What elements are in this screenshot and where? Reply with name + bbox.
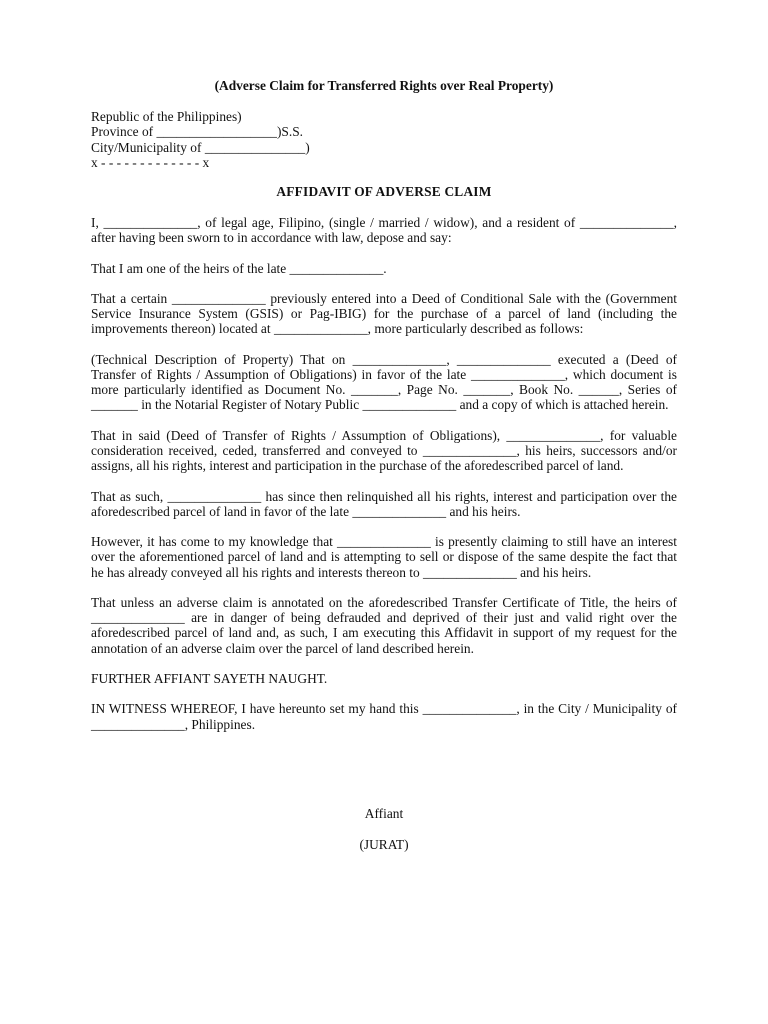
paragraph-deed-of-sale: That a certain ______________ previously entered into a Deed of Conditional Sale with the (Government Service Insurance System (GSIS) or Pag-IBIG) for the purchase of a parcel of land (including the improvements thereon) located at ______________, more particularly described as follows: — [91, 290, 677, 337]
paragraph-further-affiant: FURTHER AFFIANT SAYETH NAUGHT. — [91, 670, 328, 686]
venue-header — [91, 109, 310, 170]
venue-separator-line: x - - - - - - - - - - - - - x — [91, 154, 210, 170]
paragraph-knowledge: However, it has come to my knowledge that ______________ is presently claiming to still have an interest over the aforementioned parcel of land and is attempting to sell or dispose of the same despite the fact that he has already conveyed all his rights and interests thereon to ______________ and his heirs. — [91, 534, 677, 580]
paragraph-technical-description: (Technical Description of Property) That on ______________, ______________ executed a (Deed of Transfer of Rights / Assumption of Obligations) in favor of the late ______________, which document is more particularly identified as Document No. _______, Page No. _______, Book No. ______, Series of _______ in the Notarial Register of Notary Public ______________ and a copy of which is attached herein. — [91, 351, 677, 413]
paragraph-identity: I, ______________, of legal age, Filipino, (single / married / widow), and a resident of ______________, after having been sworn to in accordance with law, depose and say: — [91, 215, 677, 246]
venue-city-line: City/Municipality of _______________) — [91, 139, 310, 155]
venue-republic-line: Republic of the Philippines) — [91, 109, 242, 124]
jurat-label: (JURAT) — [359, 837, 409, 852]
document-subtitle: (Adverse Claim for Transferred Rights over Real Property) — [214, 78, 554, 93]
venue-province-line: Province of __________________)S.S. — [91, 124, 304, 140]
paragraph-relinquished: That as such, ______________ has since then relinquished all his rights, interest and participation over the aforedescribed parcel of land in favor of the late ______________ and his heirs. — [91, 488, 677, 519]
affiant-label: Affiant — [364, 806, 404, 821]
paragraph-witness-whereof: IN WITNESS WHEREOF, I have hereunto set my hand this ______________, in the City / Municipality of ______________, Philippines. — [91, 701, 677, 732]
affidavit-title: AFFIDAVIT OF ADVERSE CLAIM — [276, 184, 492, 199]
paragraph-annotation-request: That unless an adverse claim is annotated on the aforedescribed Transfer Certificate of Title, the heirs of ______________ are in danger of being defrauded and deprived of their just and valid right over the aforedescribed parcel of land and, as such, I am executing this Affidavit in support of my request for the annotation of an adverse claim over the parcel of land described herein. — [91, 594, 677, 656]
affidavit-body — [91, 215, 677, 747]
paragraph-transfer: That in said (Deed of Transfer of Rights / Assumption of Obligations), ______________, for valuable consideration received, ceded, transferred and conveyed to ______________, his heirs, successors and/or assigns, all his rights, interest and participation in the purchase of the aforedescribed parcel of land. — [91, 427, 677, 474]
paragraph-heir: That I am one of the heirs of the late ______________. — [91, 260, 387, 276]
